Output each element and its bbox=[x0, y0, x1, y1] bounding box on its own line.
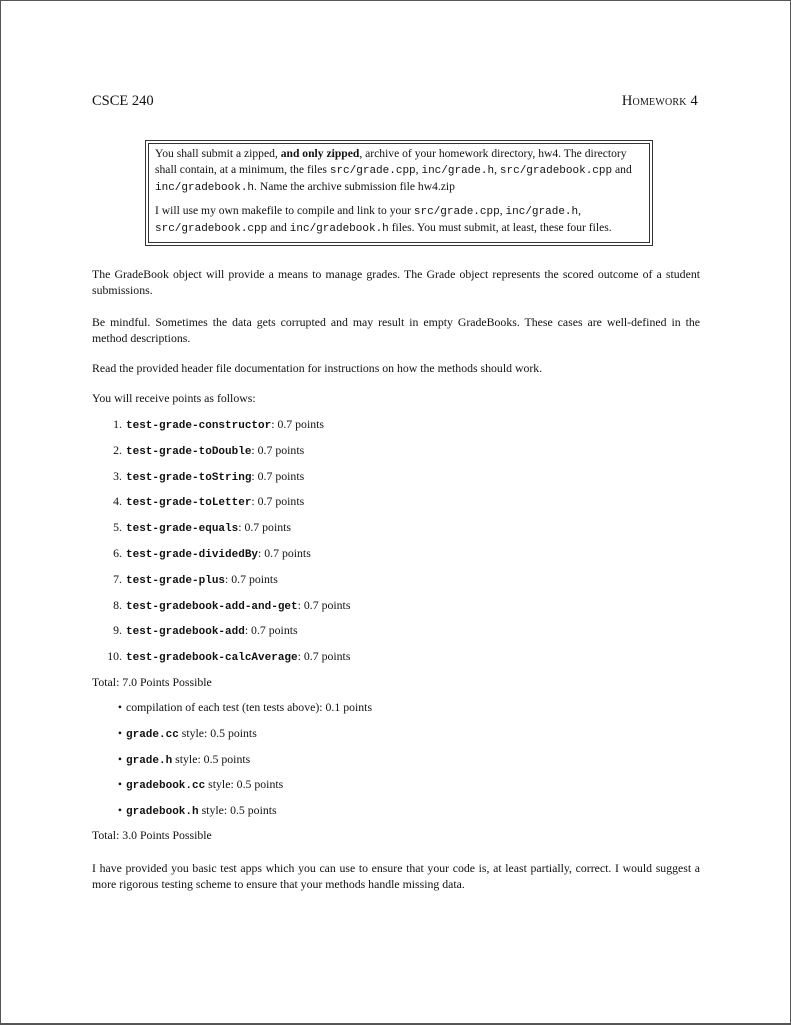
list-item bbox=[92, 494, 700, 520]
file-name: inc/grade.h bbox=[421, 164, 495, 177]
notice-text: You shall submit a zipped, bbox=[155, 147, 281, 160]
file-name: gradebook.cc bbox=[126, 780, 206, 793]
list-item bbox=[92, 649, 700, 675]
closing-text: I have provided you basic test apps which you can use to ensure that your code is, at least partially, correct. I would suggest a more rigorous testing scheme to ensure that your methods handle missing data. bbox=[92, 861, 700, 891]
list-item bbox=[92, 572, 700, 598]
notice-text: , archive of your homework directory, hw4. The directory shall contain, at a minimum, the files bbox=[155, 147, 627, 176]
list-item bbox=[92, 443, 700, 469]
style-points-list bbox=[92, 700, 700, 829]
test-name: test-grade-toString bbox=[126, 471, 252, 484]
file-name: gradebook.h bbox=[126, 806, 199, 819]
notice-text: , bbox=[578, 203, 582, 217]
test-name: test-grade-toDouble bbox=[126, 445, 252, 458]
test-points: : 0.7 points bbox=[251, 442, 305, 457]
list-number: 1. bbox=[113, 417, 122, 431]
list-number: 9. bbox=[113, 623, 122, 638]
bullet-icon: • bbox=[117, 725, 122, 740]
test-name: test-grade-plus bbox=[126, 574, 226, 587]
notice-text: . Name the archive submission file hw4.zip bbox=[254, 180, 455, 193]
bullet-text: compilation of each test (ten tests above): 0.1 points bbox=[126, 700, 373, 714]
test-points: : 0.7 points bbox=[244, 623, 298, 638]
file-name: src/grade.cpp bbox=[413, 205, 500, 218]
total-style: Total: 3.0 Points Possible bbox=[92, 828, 212, 842]
mindful-paragraph bbox=[92, 315, 700, 346]
bullet-icon: • bbox=[117, 777, 122, 792]
list-number: 5. bbox=[113, 520, 122, 535]
file-name: grade.h bbox=[126, 754, 173, 767]
test-points: : 0.7 points bbox=[297, 649, 351, 664]
list-item bbox=[92, 803, 700, 829]
list-item bbox=[92, 520, 700, 546]
receive-paragraph bbox=[92, 391, 700, 407]
file-name: inc/grade.h bbox=[505, 205, 579, 218]
page-header bbox=[92, 93, 698, 110]
list-item bbox=[92, 469, 700, 495]
list-number: 3. bbox=[113, 468, 122, 483]
bullet-text: style: 0.5 points bbox=[205, 777, 284, 792]
test-name: test-gradebook-add-and-get bbox=[126, 600, 298, 613]
bullet-icon: • bbox=[117, 700, 122, 714]
submission-notice-paragraph bbox=[155, 146, 645, 197]
test-points: : 0.7 points bbox=[271, 417, 324, 431]
test-points: : 0.7 points bbox=[225, 571, 278, 586]
bullet-text: style: 0.5 points bbox=[172, 751, 251, 766]
test-name: test-grade-dividedBy bbox=[126, 548, 259, 561]
submission-notice-inner bbox=[148, 143, 650, 243]
test-points-list bbox=[92, 417, 700, 675]
test-name: test-grade-constructor bbox=[126, 420, 272, 432]
list-item bbox=[92, 546, 700, 572]
mindful-text: Be mindful. Sometimes the data gets corrupted and may result in empty GradeBooks. These cases are well-defined in the method descriptions. bbox=[92, 315, 700, 345]
read-paragraph bbox=[92, 361, 700, 377]
test-points: : 0.7 points bbox=[238, 520, 291, 535]
bullet-text: style: 0.5 points bbox=[198, 803, 277, 818]
notice-text: , bbox=[415, 162, 422, 176]
list-item bbox=[92, 700, 700, 726]
list-item bbox=[92, 598, 700, 624]
bullet-text: style: 0.5 points bbox=[178, 725, 257, 740]
makefile-notice-paragraph bbox=[155, 203, 645, 238]
test-name: test-grade-toLetter bbox=[126, 497, 252, 510]
list-item bbox=[92, 752, 700, 778]
list-number: 8. bbox=[113, 597, 122, 612]
list-number: 6. bbox=[113, 545, 122, 560]
file-name: src/gradebook.cpp bbox=[499, 164, 613, 177]
notice-text: and bbox=[612, 162, 632, 176]
list-item bbox=[92, 726, 700, 752]
notice-emphasis: and only zipped bbox=[280, 147, 360, 160]
assignment-title: Homework 4 bbox=[621, 93, 698, 109]
test-name: test-gradebook-calcAverage bbox=[126, 652, 298, 665]
test-points: : 0.7 points bbox=[258, 545, 311, 560]
notice-text: , bbox=[499, 203, 506, 217]
list-item bbox=[92, 417, 700, 443]
file-name: grade.cc bbox=[126, 728, 179, 741]
notice-text: I will use my own makefile to compile and link to your bbox=[155, 203, 414, 217]
list-item bbox=[92, 623, 700, 649]
test-points: : 0.7 points bbox=[251, 494, 305, 509]
list-number: 7. bbox=[113, 571, 122, 586]
notice-text: , bbox=[494, 162, 500, 176]
bullet-icon: • bbox=[117, 803, 122, 818]
total-tests: Total: 7.0 Points Possible bbox=[92, 675, 212, 689]
list-item bbox=[92, 777, 700, 803]
closing-paragraph bbox=[92, 861, 700, 892]
course-title: CSCE 240 bbox=[92, 93, 154, 109]
list-number: 10. bbox=[107, 649, 122, 664]
bullet-icon: • bbox=[117, 751, 122, 766]
list-number: 2. bbox=[113, 442, 122, 457]
file-name: src/gradebook.cpp bbox=[155, 223, 268, 235]
list-number: 4. bbox=[113, 494, 122, 509]
intro-paragraph bbox=[92, 267, 700, 298]
test-points: : 0.7 points bbox=[251, 468, 305, 483]
notice-text: and bbox=[267, 221, 290, 234]
file-name: inc/gradebook.h bbox=[289, 223, 389, 235]
notice-text: files. You must submit, at least, these four files. bbox=[388, 221, 612, 234]
file-name: src/grade.cpp bbox=[329, 164, 416, 177]
read-text: Read the provided header file documentation for instructions on how the methods should work. bbox=[92, 361, 543, 375]
intro-text: The GradeBook object will provide a means to manage grades. The Grade object represents the scored outcome of a student submissions. bbox=[92, 267, 700, 297]
receive-text: You will receive points as follows: bbox=[92, 391, 256, 405]
test-name: test-grade-equals bbox=[126, 523, 239, 536]
submission-notice-box bbox=[145, 140, 653, 246]
test-points: : 0.7 points bbox=[297, 597, 351, 612]
file-name: inc/gradebook.h bbox=[155, 182, 255, 194]
test-name: test-gradebook-add bbox=[126, 626, 245, 639]
